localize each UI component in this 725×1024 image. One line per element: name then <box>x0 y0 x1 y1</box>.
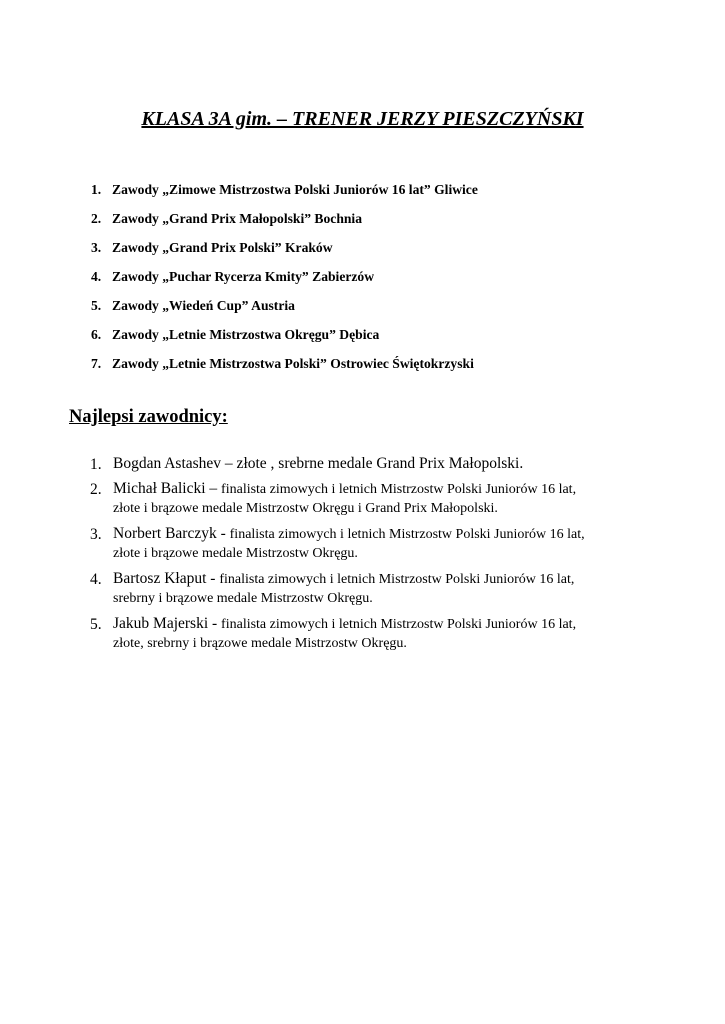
list-number: 3. <box>91 240 102 255</box>
athlete-medals: złote, srebrny i brązowe medale Mistrzostw Okręgu. <box>113 636 407 651</box>
athlete-item <box>90 614 585 653</box>
competition-text: Zawody „Letnie Mistrzostwa Okręgu” Dębica <box>112 327 380 342</box>
competition-item <box>91 209 478 238</box>
competition-text: Zawody „Letnie Mistrzostwa Polski” Ostrowiec Świętokrzyski <box>112 356 474 371</box>
competitions-list <box>91 180 478 383</box>
athlete-name: Norbert Barczyk - <box>113 525 230 542</box>
list-number: 7. <box>91 356 102 371</box>
list-number: 1. <box>91 182 102 197</box>
athlete-item <box>90 454 585 473</box>
athlete-item <box>90 479 585 518</box>
athlete-line <box>113 479 585 499</box>
section-heading: Najlepsi zawodnicy: <box>69 407 228 427</box>
athlete-medals: złote i brązowe medale Mistrzostw Okręgu. <box>113 546 358 561</box>
competition-item <box>91 267 478 296</box>
athlete-achievements: finalista zimowych i letnich Mistrzostw Polski Juniorów 16 lat, <box>221 617 577 632</box>
competition-text: Zawody „Grand Prix Małopolski” Bochnia <box>112 211 363 226</box>
list-number: 2. <box>91 211 102 226</box>
athlete-line <box>113 524 585 544</box>
competition-item <box>91 354 478 383</box>
list-number: 1. <box>90 456 102 473</box>
list-number: 4. <box>91 269 102 284</box>
competition-text: Zawody „Puchar Rycerza Kmity” Zabierzów <box>112 269 375 284</box>
list-number: 6. <box>91 327 102 342</box>
competition-text: Zawody „Wiedeń Cup” Austria <box>112 298 295 313</box>
athlete-name: Michał Balicki – <box>113 480 222 497</box>
page-title: KLASA 3A gim. – TRENER JERZY PIESZCZYŃSKI <box>141 108 584 130</box>
competition-text: Zawody „Grand Prix Polski” Kraków <box>112 240 333 255</box>
list-number: 3. <box>90 526 102 543</box>
athlete-name: Bartosz Kłaput - <box>113 570 220 587</box>
athlete-name: Jakub Majerski - <box>113 615 222 632</box>
competition-item <box>91 325 478 354</box>
competition-item <box>91 296 478 325</box>
competition-item <box>91 238 478 267</box>
athlete-line <box>113 569 585 589</box>
athlete-item <box>90 569 585 608</box>
athlete-name: Bogdan Astashev – złote , srebrne medale Grand Prix Małopolski. <box>113 455 524 472</box>
athlete-achievements: finalista zimowych i letnich Mistrzostw Polski Juniorów 16 lat, <box>229 527 585 542</box>
competition-text: Zawody „Zimowe Mistrzostwa Polski Juniorów 16 lat” Gliwice <box>112 182 478 197</box>
athlete-achievements: finalista zimowych i letnich Mistrzostw Polski Juniorów 16 lat, <box>219 572 575 587</box>
list-number: 5. <box>90 616 102 633</box>
athlete-achievements: finalista zimowych i letnich Mistrzostw Polski Juniorów 16 lat, <box>221 482 577 497</box>
athlete-line <box>113 614 585 634</box>
athlete-medals: złote i brązowe medale Mistrzostw Okręgu i Grand Prix Małopolski. <box>113 501 498 516</box>
list-number: 2. <box>90 481 102 498</box>
athlete-item <box>90 524 585 563</box>
athlete-line <box>113 454 585 473</box>
list-number: 4. <box>90 571 102 588</box>
list-number: 5. <box>91 298 102 313</box>
athlete-medals: srebrny i brązowe medale Mistrzostw Okręgu. <box>113 591 373 606</box>
athletes-list <box>90 454 585 659</box>
competition-item <box>91 180 478 209</box>
